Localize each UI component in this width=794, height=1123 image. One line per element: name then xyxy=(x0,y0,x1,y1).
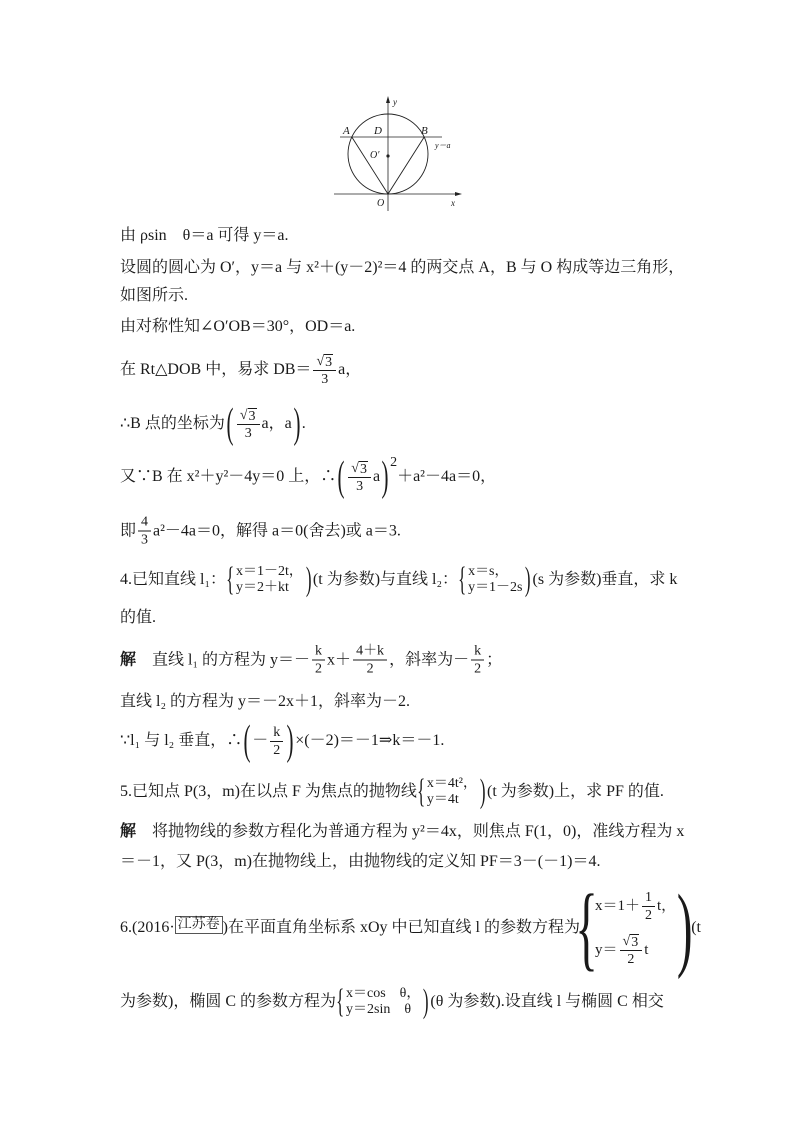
origin-label: O xyxy=(377,198,385,209)
line-text: x＋ xyxy=(327,651,352,668)
solution-line-1 xyxy=(120,226,289,246)
y-axis-label: y xyxy=(393,97,397,107)
fraction-denominator: 3 xyxy=(356,479,364,494)
radical-sign: √ xyxy=(316,354,325,369)
left-brace-glyph: { xyxy=(458,561,467,598)
right-paren-glyph: ) xyxy=(305,561,312,598)
solution-line-2 xyxy=(120,258,684,278)
fraction xyxy=(471,643,484,678)
left-paren-glyph: ( xyxy=(337,454,345,500)
line-text: (t 为参数)与直线 l₂： xyxy=(312,571,459,588)
line-text: 5.已知点 P(3，m)在以点 F 为焦点的抛物线 xyxy=(120,783,417,800)
radicand: 3 xyxy=(325,355,333,370)
line-text: 由 ρsin θ＝a 可得 y＝a. xyxy=(120,227,289,244)
line-text: 在 Rt△DOB 中，易求 DB＝ xyxy=(120,361,312,378)
line-text: 设圆的圆心为 O′，y＝a 与 x²＋(y－2)²＝4 的两交点 A，B 与 O 构成等边三角形， xyxy=(120,259,685,276)
system-row: y＝1－2s xyxy=(468,580,523,595)
fraction xyxy=(642,889,655,924)
row-text: t xyxy=(644,942,649,958)
right-paren-glyph: ) xyxy=(676,876,693,980)
radicand: 3 xyxy=(248,409,256,424)
line-text: ＝－1，又 P(3，m)在抛物线上，由抛物线的定义知 PF＝3－(－1)＝4. xyxy=(120,853,601,870)
radical-sign: √ xyxy=(622,934,631,949)
line-text: (s 为参数)垂直，求 k xyxy=(532,571,678,588)
system-row xyxy=(595,928,676,972)
fraction xyxy=(270,724,283,759)
solution-label: 解 xyxy=(120,651,137,668)
equation-system xyxy=(467,564,523,596)
y-axis-arrow xyxy=(386,96,390,103)
line-text: 的值. xyxy=(120,609,157,626)
right-paren xyxy=(478,775,487,809)
line-text: ＋a²－4a＝0， xyxy=(397,468,497,485)
system-row: x＝s， xyxy=(468,564,509,579)
right-paren xyxy=(524,563,533,597)
problem-4-solution-line-2 xyxy=(120,692,410,712)
solution-line-8 xyxy=(120,514,401,549)
line-text: . xyxy=(301,415,306,432)
left-paren-glyph: ( xyxy=(226,401,234,447)
equation-system xyxy=(426,776,478,808)
right-paren xyxy=(676,876,693,980)
center-point xyxy=(386,154,389,157)
line-text: 4.已知直线 l₁： xyxy=(120,571,227,588)
line-text: 直线 l₁ 的方程为 y＝－ xyxy=(136,651,311,668)
solution-line-4 xyxy=(120,317,355,337)
row-text: y＝ xyxy=(595,942,618,958)
fraction-numerator: k xyxy=(471,643,484,661)
system-row: x＝4t²， xyxy=(426,776,477,791)
line-label: y＝a xyxy=(435,141,451,150)
line-text: ×(－2)＝－1⇒k＝－1. xyxy=(295,732,445,749)
solution-line-5 xyxy=(120,352,361,388)
line-text: (t xyxy=(691,919,701,936)
problem-5-solution-line-2 xyxy=(120,852,600,872)
line-text: 如图所示. xyxy=(120,287,189,304)
left-brace xyxy=(226,563,235,597)
line-text: a²－4a＝0，解得 a＝0(舍去)或 a＝3. xyxy=(153,522,401,539)
left-brace-glyph: { xyxy=(417,773,426,810)
system-row: y＝2＋kt xyxy=(236,580,289,595)
point-label-d: D xyxy=(374,125,382,137)
equation-system xyxy=(235,564,304,596)
x-axis-label: x xyxy=(451,198,455,208)
system-row: y＝4t xyxy=(426,792,459,807)
line-text: )在平面直角坐标系 xOy 中已知直线 l 的参数方程为 xyxy=(222,919,580,936)
line-text: a xyxy=(372,468,381,485)
left-brace-glyph: { xyxy=(226,561,235,598)
left-brace xyxy=(575,876,599,980)
solution-line-3 xyxy=(120,286,188,306)
radical-sign: √ xyxy=(351,461,359,476)
fraction-numerator xyxy=(620,932,643,951)
problem-4-solution-line-3 xyxy=(120,720,444,762)
left-brace xyxy=(417,775,426,809)
fraction-numerator: 1 xyxy=(642,889,655,907)
fraction xyxy=(313,352,336,388)
equation-system xyxy=(594,884,677,972)
fraction xyxy=(620,932,643,968)
right-paren xyxy=(285,720,295,762)
right-paren-glyph: ) xyxy=(293,401,301,447)
right-paren xyxy=(380,456,390,498)
row-text: x＝1＋ xyxy=(595,898,641,914)
solution-label: 解 xyxy=(120,823,137,840)
right-paren xyxy=(292,403,302,445)
fraction-numerator xyxy=(348,459,371,478)
fraction-denominator: 3 xyxy=(141,532,149,548)
problem-4-statement-cont xyxy=(120,608,156,628)
line-text: 直线 l₂ 的方程为 y＝－2x＋1，斜率为－2. xyxy=(120,693,411,710)
line-text: (θ 为参数).设直线 l 与椭圆 C 相交 xyxy=(430,993,664,1010)
fraction-denominator: 2 xyxy=(645,907,653,923)
fraction-denominator: 3 xyxy=(244,426,252,441)
line-text: (t 为参数)上，求 PF 的值. xyxy=(487,783,664,800)
fraction xyxy=(348,459,371,495)
right-paren-glyph: ) xyxy=(286,718,294,764)
fraction-denominator: 2 xyxy=(315,661,323,677)
row-text: t， xyxy=(657,898,677,914)
line-text: 6.(2016· xyxy=(120,919,175,936)
line-text: ∵l₁ 与 l₂ 垂直，∴ xyxy=(120,732,243,749)
system-row xyxy=(595,884,676,928)
left-paren xyxy=(336,456,346,498)
fraction-denominator: 2 xyxy=(474,661,482,677)
point-label-b: B xyxy=(421,125,428,137)
right-paren-glyph: ) xyxy=(423,983,429,1020)
line-text: a， xyxy=(338,361,362,378)
left-brace-glyph: { xyxy=(336,983,345,1020)
fraction-denominator: 2 xyxy=(273,742,281,758)
fraction xyxy=(312,643,325,678)
line-text: 由对称性知∠O′OB＝30°，OD＝a. xyxy=(120,318,356,335)
radicand: 3 xyxy=(631,935,639,950)
fraction-numerator xyxy=(313,352,336,371)
fraction-denominator: 3 xyxy=(321,372,329,387)
fraction xyxy=(237,406,260,442)
right-paren-glyph: ) xyxy=(479,773,486,810)
system-row: x＝cos θ， xyxy=(346,986,421,1001)
minus-sign: － xyxy=(252,732,269,749)
problem-6-statement-cont xyxy=(120,985,664,1019)
fraction-numerator: 4＋k xyxy=(353,643,387,661)
system-row: x＝1－2t， xyxy=(236,564,303,579)
fraction xyxy=(353,643,387,678)
circle-diagram xyxy=(330,95,465,213)
line-text: 即 xyxy=(120,522,137,539)
line-text: ∴B 点的坐标为 xyxy=(120,415,225,432)
left-paren-glyph: ( xyxy=(243,718,251,764)
left-brace xyxy=(458,563,467,597)
fraction-numerator: k xyxy=(270,724,283,742)
radicand: 3 xyxy=(359,462,367,477)
fraction-numerator xyxy=(237,406,260,425)
problem-4-statement xyxy=(120,563,677,597)
line-text: ； xyxy=(486,651,503,668)
problem-6-statement xyxy=(120,876,701,980)
solution-line-7 xyxy=(120,456,496,498)
fraction-denominator: 2 xyxy=(627,952,635,967)
fraction-numerator: k xyxy=(312,643,325,661)
x-axis-arrow xyxy=(455,192,462,196)
right-paren xyxy=(421,985,430,1019)
radical-sign: √ xyxy=(239,408,248,423)
problem-5-solution-line-1 xyxy=(120,822,684,842)
line-text: 将抛物线的参数方程化为普通方程为 y²＝4x，则焦点 F(1，0)，准线方程为 x xyxy=(136,823,685,840)
center-label: O′ xyxy=(370,150,380,161)
problem-4-solution-line-1 xyxy=(120,643,502,678)
left-paren xyxy=(242,720,252,762)
fraction-numerator: 4 xyxy=(138,514,151,532)
left-brace xyxy=(336,985,345,1019)
line-text: a，a xyxy=(261,415,292,432)
fraction xyxy=(138,514,151,549)
left-paren xyxy=(225,403,235,445)
solution-line-6 xyxy=(120,403,306,445)
problem-5-statement xyxy=(120,775,664,809)
point-label-a: A xyxy=(343,125,350,137)
right-paren-glyph: ) xyxy=(525,561,531,598)
right-paren xyxy=(304,563,313,597)
left-brace-glyph: { xyxy=(575,876,599,980)
equation-system xyxy=(345,986,421,1018)
line-text: 为参数)，椭圆 C 的参数方程为 xyxy=(120,993,337,1010)
right-paren-glyph: ) xyxy=(381,454,389,500)
fraction-denominator: 2 xyxy=(366,661,374,677)
line-text: 又∵B 在 x²＋y²－4y＝0 上，∴ xyxy=(120,468,337,485)
line-text: ，斜率为－ xyxy=(389,651,470,668)
source-tag: 江苏卷 xyxy=(175,916,223,934)
exponent: 2 xyxy=(390,455,398,470)
system-row: y＝2sin θ xyxy=(346,1002,412,1017)
